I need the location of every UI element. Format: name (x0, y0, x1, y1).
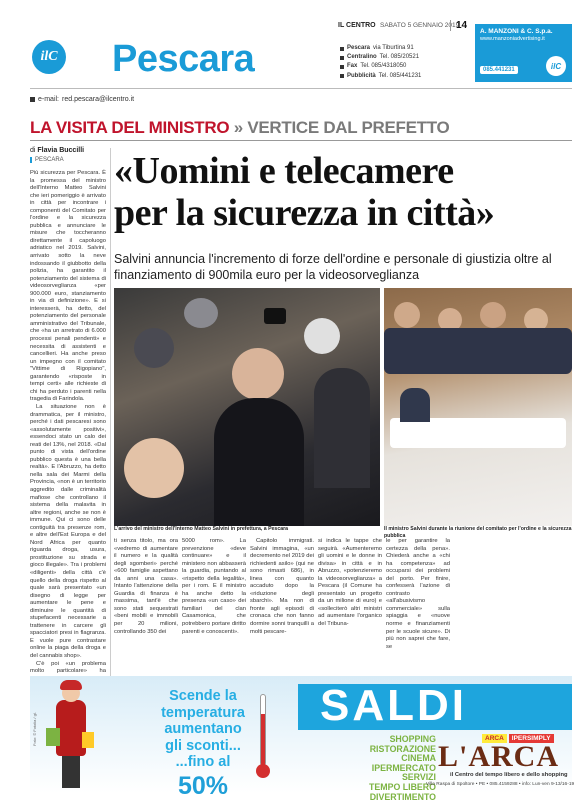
agency-website[interactable]: www.manzoniadvertising.it (480, 36, 545, 42)
contacts-box (340, 44, 421, 81)
article-column-left (30, 170, 106, 675)
photo-caption-left: L'arrivo del ministro dell'Interno Matteo Salvini in prefettura, a Pescara (114, 526, 288, 532)
section-kicker (30, 118, 449, 138)
kicker-main: LA VISITA DEL MINISTRO (30, 118, 230, 137)
shopping-bag-icon (82, 732, 94, 748)
bullet-square-icon (340, 65, 344, 69)
photo-figure (304, 318, 340, 354)
agency-logo-icon: ilC (546, 56, 566, 76)
thermometer-icon (256, 694, 270, 778)
contact-row: Fax Tel. 085/4318050 (340, 62, 421, 71)
photo-minister-arrival (114, 288, 380, 526)
bullet-square-icon (340, 74, 344, 78)
photo-committee-meeting (384, 288, 572, 526)
photo-figure (214, 398, 304, 526)
email-label: e-mail: (38, 96, 60, 103)
article-headline: «Uomini e telecamere per la sicurezza in città» (114, 150, 495, 234)
article-column: le per garantire la certezza della pena». Chiederà anche a «chi ha competenza» ad occuparsi dei problemi del porto. Per finire, confesserà l'azione di contrasto «all'abusivismo commerciale» sulla spiaggia e «nuove norme e finanziamenti per le scuole sicure». Di più non saprei che fare, se (386, 538, 450, 650)
shopping-bag-icon (46, 728, 60, 746)
photo-figure (480, 302, 506, 328)
bullet-square-icon (340, 56, 344, 60)
agency-phone: 085.441231 (480, 66, 518, 74)
photo-figure (314, 368, 370, 488)
ad-shopper-illustration (46, 684, 94, 788)
bullet-square-icon (340, 47, 344, 51)
camera-icon (264, 308, 286, 324)
kicker-sub: VERTICE DAL PREFETTO (247, 118, 450, 137)
ad-credit: Foto: © Fotolia / gl. (32, 712, 37, 746)
issue-date: SABATO 5 GENNAIO 2019 (380, 22, 460, 29)
bullet-square-icon (30, 97, 35, 102)
article-column: 5000 rom». La prevenzione «deve continuare» e il ministero non abbasserà la guardia, puntando al «rispetto della legalità», per i rom. E il ministro ha anche detto la presenza «un caso» dei familiari del clan Casamonica, che potrebbero portare diritto parenti e conoscenti». (182, 538, 246, 635)
paragraph: C'è poi «un problema molto particolare» ha (30, 660, 106, 675)
article-column: Capitolo immigrati. Salvini immagina, «un decremento nel 2019 dei richiedenti asilo» (qui ne sono rimasti 686), in linea con quanto accaduto dopo la «riduzione degli sbarchi». Ma non di fronte agli episodi di cronaca che non fanno dormire sonni tranquilli a molti pescare- (250, 538, 314, 635)
saldi-title: SALDI (320, 681, 467, 730)
photo-caption-right: Il ministro Salvini durante la riunione del comitato per l'ordine e la sicurezza pubblica (384, 526, 572, 539)
mall-logo: L'ARCA (438, 740, 560, 773)
article-subheadline: Salvini annuncia l'incremento di forze dell'ordine e personale di giustizia oltre al finanziamento di 900mila euro per la videosorveglianza (114, 252, 552, 282)
newspaper-name: IL CENTRO (338, 22, 376, 29)
brand-logo: IPERSIMPLY (509, 734, 554, 743)
contact-row: Pescara via Tiburtina 91 (340, 44, 421, 53)
paragraph: Più sicurezza per Pescara. È la promessa del ministro dell'Interno Matteo Salvini che ieri pomeriggio è arrivato in città per incontrare i componenti del Comitato per l'ordine e la sicurezza pubblica e annunciare le misure che toccheranno direttamente il capoluogo adriatico nel 2019. Salvini, arrivato sotto la neve indossando il giubbotto della polizia, ha garantito il potenziamento del sistema di videosorveglianza «per 900.000 euro, stanziamento in via di definizione». E si interesserà, ha detto, del potenziamento del personale amministrativo del Tribunale, che «ha un arretrato di 6.000 processi penali pendenti» e necessita di assistenti e cancellieri. Ha anche preso un impegno con il comitato "Vittime di Rigopiano", garantendo «risposte in tempi certi» alle richieste di chi ha perduto i parenti nella tragedia di Farindola. (30, 170, 106, 403)
article-column: ti senza titolo, ma ora «vedremo di aumentare il numero e la qualità degli sgomberi» perché «600 famiglie aspettano da anni una casa». Intanto l'attenzione della Guardia di finanza è massima, tant'è che sono stati sequestrati «beni mobili e immobili per 20 milioni, controllando 350 dei (114, 538, 178, 635)
byline: di Flavia Buccilli (30, 147, 85, 154)
photo-uniforms (384, 328, 572, 374)
advertisement-banner[interactable] (30, 676, 575, 802)
brand-logo: ARCA (482, 734, 507, 743)
photo-figure (134, 328, 174, 368)
contact-row: Centralino Tel. 085/20521 (340, 53, 421, 62)
agency-name: A. MANZONI & C. S.p.a. (480, 28, 553, 35)
article-column: si indica le tappe che seguirà. «Aumenteremo gli uomini e le donne in divisa» in città e in Abruzzo, «potenzieremo la videosorveglianza» a Pescara (il Comune ha presentato un progetto da un milione di euro) e «solleciterò altri ministri ad aumentare l'organico del Tribuna- (318, 538, 382, 628)
dateline-place: PESCARA (30, 157, 64, 163)
photo-table (390, 418, 566, 448)
kicker-separator: » (233, 118, 243, 137)
advertising-agency-box[interactable] (475, 24, 572, 82)
kicker-divider (30, 140, 572, 141)
masthead-divider (30, 88, 572, 89)
ad-discount: 50% (177, 771, 229, 800)
photo-figure (400, 388, 430, 422)
city-section-title: Pescara (112, 38, 255, 80)
contact-row: Pubblicità Tel. 085/441231 (340, 72, 421, 81)
photo-figure (232, 348, 284, 400)
email-address[interactable]: red.pescara@ilcentro.it (62, 96, 135, 103)
photo-figure (184, 298, 218, 328)
column-divider (110, 148, 111, 676)
author-name: Flavia Buccilli (37, 147, 85, 154)
ad-promo-text: Scende la temperatura aumentano gli sconti... ...fino al 50% (128, 688, 278, 801)
paragraph: La situazione non è drammatica, per il ministro, perché i dati pescaresi sono «assolutamente positivi», essendoci stato un calo dei reati del 13%, nel 2018. «Dal punto di vista dell'ordine pubblico questa è una bella realtà». E l'Abruzzo, ha detto nella sala dei Marmi della Provincia, «non è un territorio aggredito dalle criminalità mafiose che controllano il sistema della malavita in altre regioni, anche se non è immune. Qui ci sono delle contiguità tra presenze rom, e altre dell'Est Europa e del Nord Africa per quanto riguarda droga, usura, prostituzione su strada e gioco illegale». Tra i problemi «diligenti» della città c'è quello della droga rispetto al quale sarà presentato «un disegno di legge per aumentare le pene e diminuire le quantità di stupefacenti necessarie a trattenere in carcere gli spacciatori presi in flagranza. E vuole pure contrastare online la piaga della droga e del cannabis shop». (30, 403, 106, 659)
photo-figure (394, 302, 420, 328)
page-number: 14 (450, 20, 467, 31)
mall-slogan: il Centro del tempo libero e dello shopping (450, 772, 568, 778)
mall-address: Villa Raspa di Spoltore • PE • 085.4159288 • info: Lun-ven 9-13/16-19 (426, 782, 575, 787)
photo-figure (124, 438, 184, 498)
place-marker-icon (30, 157, 32, 163)
newspaper-logo: ilC (32, 40, 66, 74)
ad-services-list: SHOPPING RISTORAZIONE CINEMA IPERMERCATO SERVIZI TEMPO LIBERO DIVERTIMENTO (369, 734, 436, 802)
email-line (30, 96, 134, 103)
